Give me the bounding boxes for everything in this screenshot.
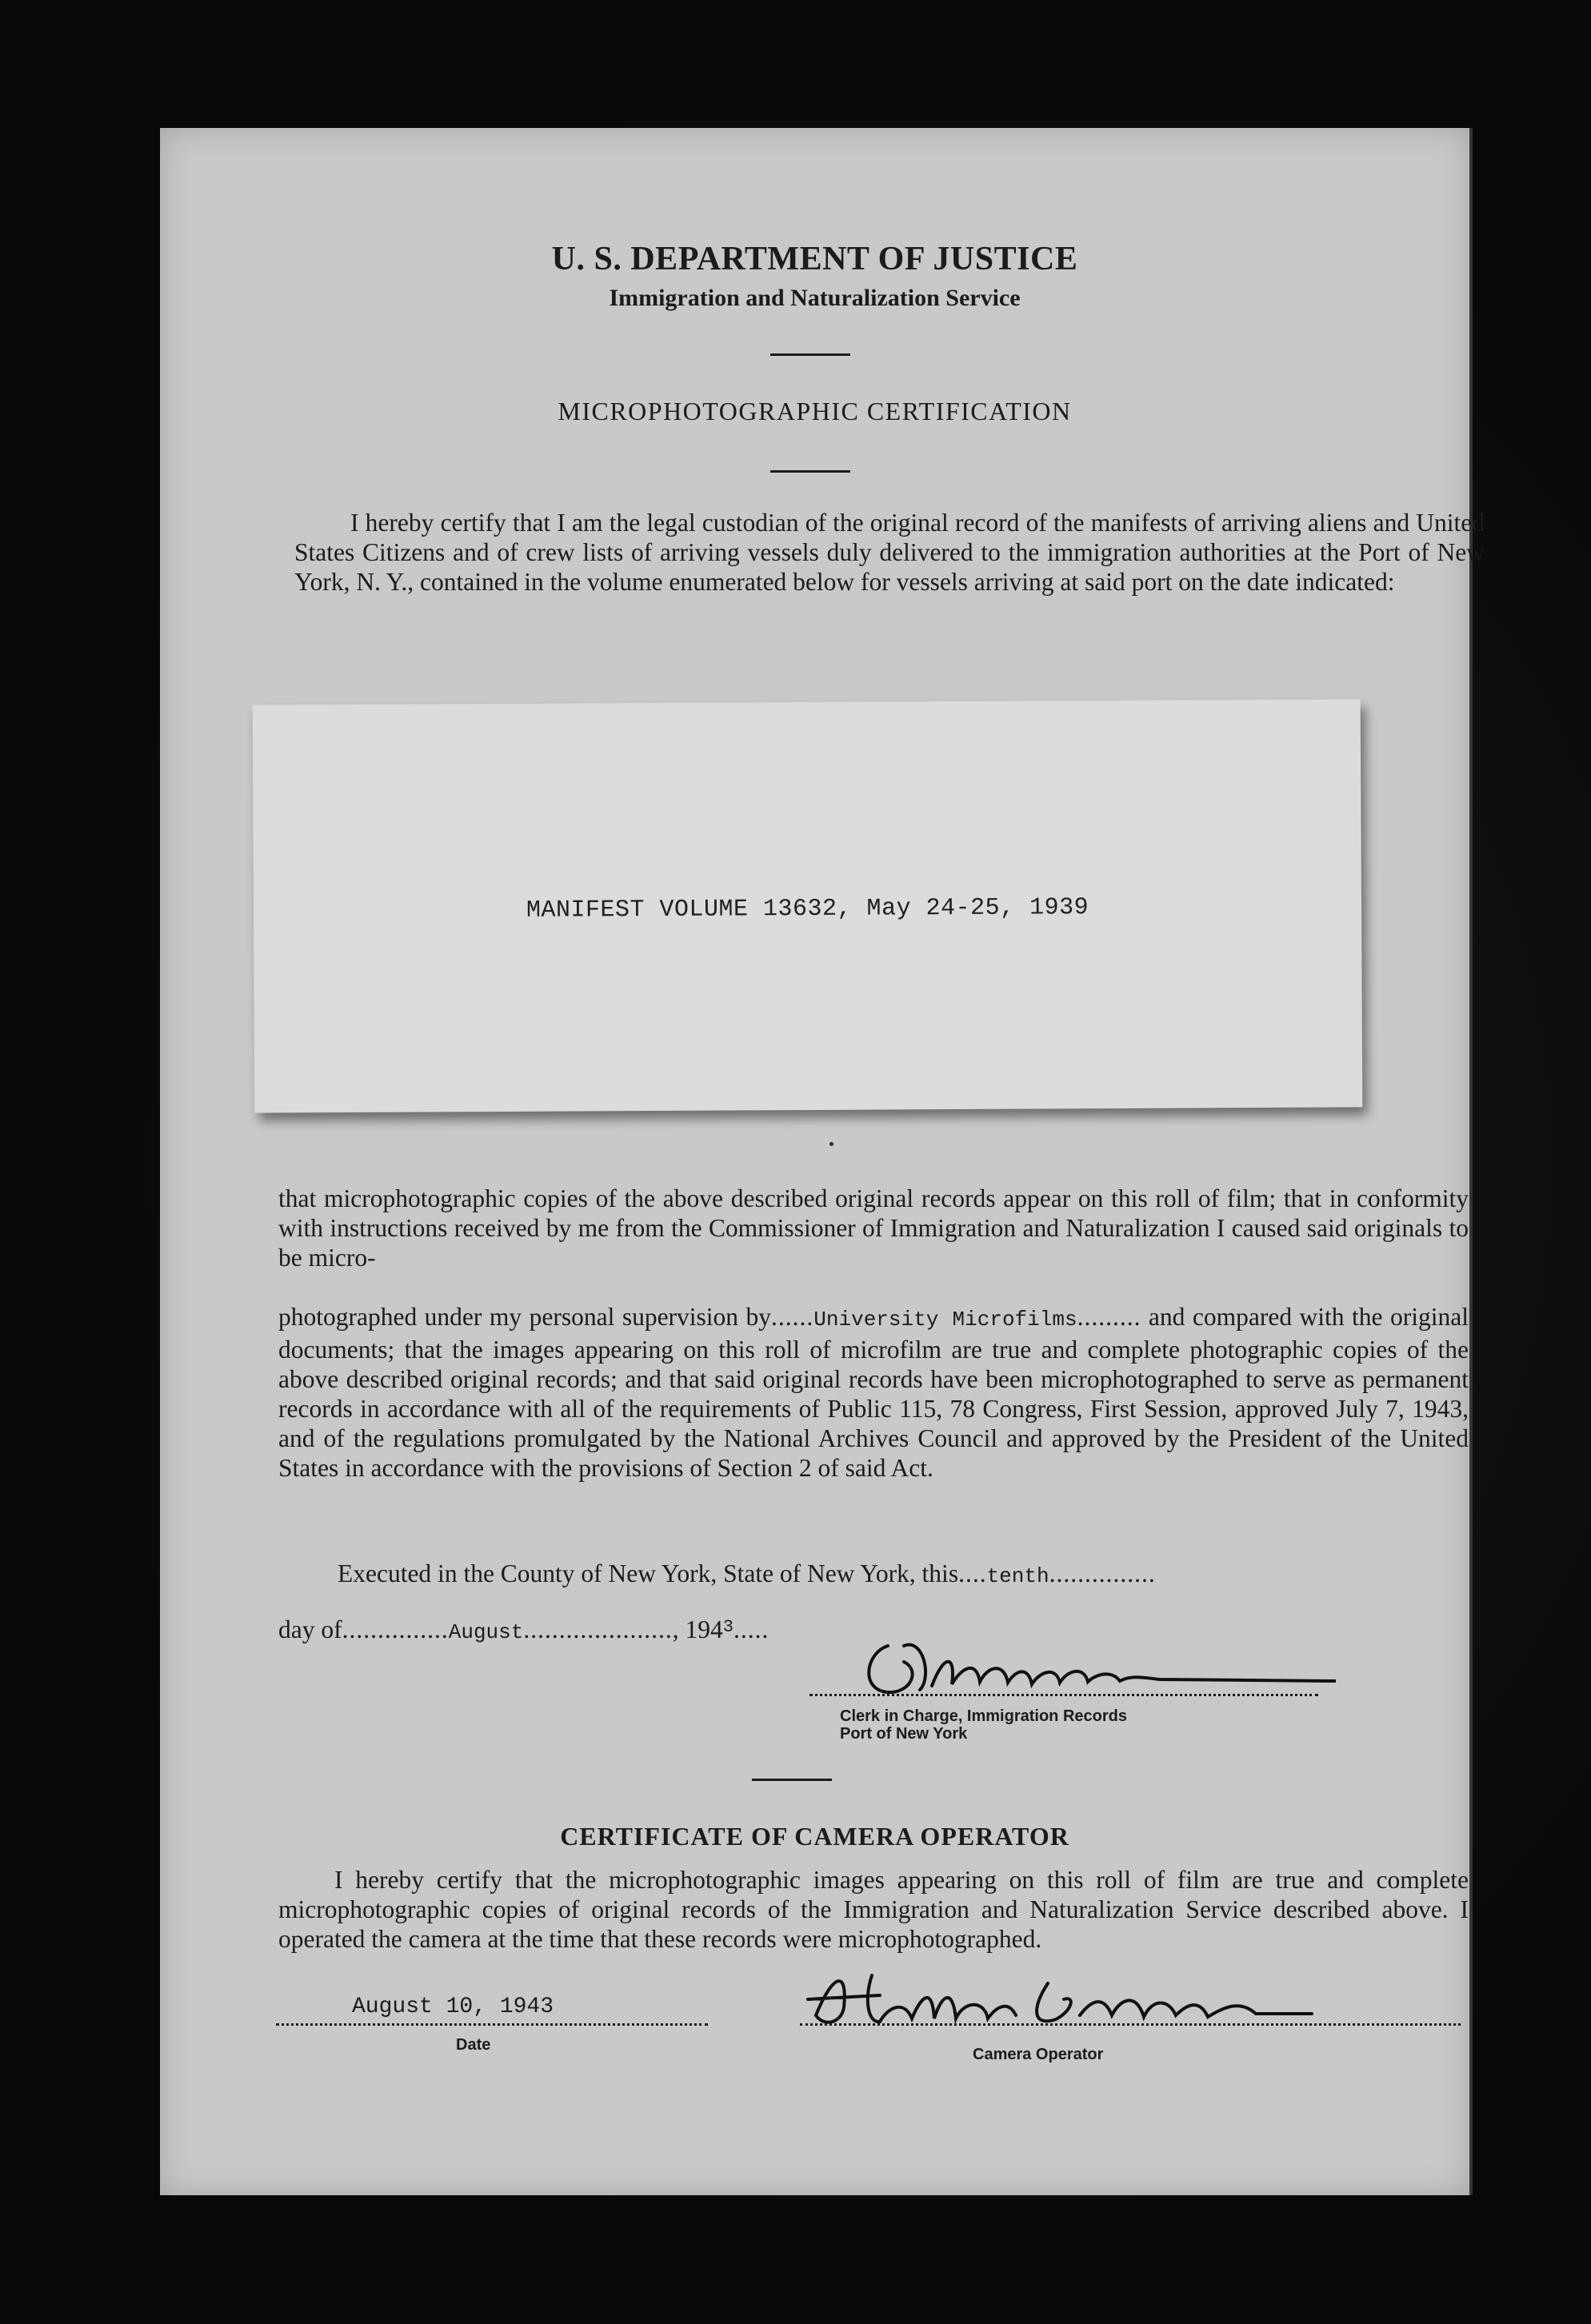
- execution-line: [338, 1559, 1156, 1588]
- year-digit: 3: [722, 1617, 734, 1637]
- execution-day: tenth: [986, 1564, 1049, 1588]
- camera-operator-title: CERTIFICATE OF CAMERA OPERATOR: [560, 1822, 1069, 1851]
- camera-operator-line: [800, 2023, 1461, 2026]
- custodian-statement: I hereby certify that I am the legal custodian of the original record of the manifests of arriving aliens and United States Citizens and of crew lists of arriving vessels duly delivered to the immigration authorities at the Port of New York, N. Y., contained in the volume enumerated below for vessels arriving at said port on the date indicated:: [294, 509, 1485, 596]
- supervision-statement: [278, 1302, 1469, 1483]
- dotted-fill: ....: [958, 1559, 987, 1587]
- manifest-volume-text: MANIFEST VOLUME 13632, May 24-25, 1939: [526, 894, 1089, 924]
- dotted-fill: ...............: [1049, 1559, 1156, 1587]
- clerk-title: Clerk in Charge, Immigration Records: [840, 1707, 1127, 1725]
- clerk-signature-line: [809, 1694, 1318, 1696]
- divider-rule: [770, 353, 850, 356]
- day-of-label: day of: [278, 1615, 342, 1643]
- camera-operator-statement: I hereby certify that the microphotographic images appearing on this roll of film are true and complete microphotographic copies of original records of the Immigration and Naturalization Service described above. I operated the camera at the time that these records were microphotographed.: [278, 1866, 1469, 1953]
- operator-date-value: August 10, 1943: [352, 1995, 554, 2019]
- supervision-rest: and compared with the original documents; that the images appearing on this roll of microfilm are true and complete photographic copies of the above described original records; and that said original records have been microphotographed to serve as permanent records in accordance with all of the requirements of Public 115, 78 Congress, First Session, approved July 7, 1943, and of the regulations promulgated by the National Archives Council and approved by the President of the United States in accordance with the provisions of Section 2 of said Act.: [278, 1303, 1469, 1482]
- service-subheading: Immigration and Naturalization Service: [609, 285, 1021, 311]
- clerk-signature: [856, 1622, 1336, 1714]
- day-of-line: [278, 1615, 769, 1644]
- execution-month: August: [448, 1620, 524, 1644]
- department-heading: U. S. DEPARTMENT OF JUSTICE: [551, 241, 1078, 278]
- dotted-fill: .....................: [523, 1615, 673, 1643]
- camera-operator-caption: Camera Operator: [973, 2046, 1104, 2063]
- dotted-fill: ......: [771, 1303, 814, 1331]
- certificate-page: [160, 128, 1485, 2195]
- camera-operator-signature: [792, 1951, 1320, 2043]
- supervision-lead: photographed under my personal supervision by: [278, 1303, 772, 1331]
- dust-speck: [829, 1142, 833, 1146]
- clerk-port: Port of New York: [840, 1725, 968, 1743]
- divider-rule: [752, 1779, 832, 1781]
- clerk-caption: [840, 1707, 1127, 1743]
- dotted-fill: .........: [1077, 1303, 1141, 1331]
- certification-title: MICROPHOTOGRAPHIC CERTIFICATION: [558, 397, 1072, 425]
- date-caption: Date: [456, 2036, 491, 2054]
- dotted-fill: ...............: [342, 1615, 449, 1643]
- divider-rule: [770, 470, 850, 473]
- dotted-fill: .....: [733, 1615, 770, 1643]
- date-line: [276, 2023, 708, 2026]
- paper-edge-shadow: [1469, 128, 1473, 2195]
- year-prefix: , 194: [672, 1615, 723, 1643]
- manifest-volume-slip: [253, 699, 1363, 1112]
- film-statement: that microphotographic copies of the above described original records appear on this roll of film; that in conformity with instructions received by me from the Commissioner of Immigration and Naturalization I caused said originals to be micro-: [278, 1184, 1469, 1272]
- execution-lead: Executed in the County of New York, State of New York, this: [338, 1559, 959, 1587]
- microfilmer-name: University Microfilms: [813, 1308, 1077, 1332]
